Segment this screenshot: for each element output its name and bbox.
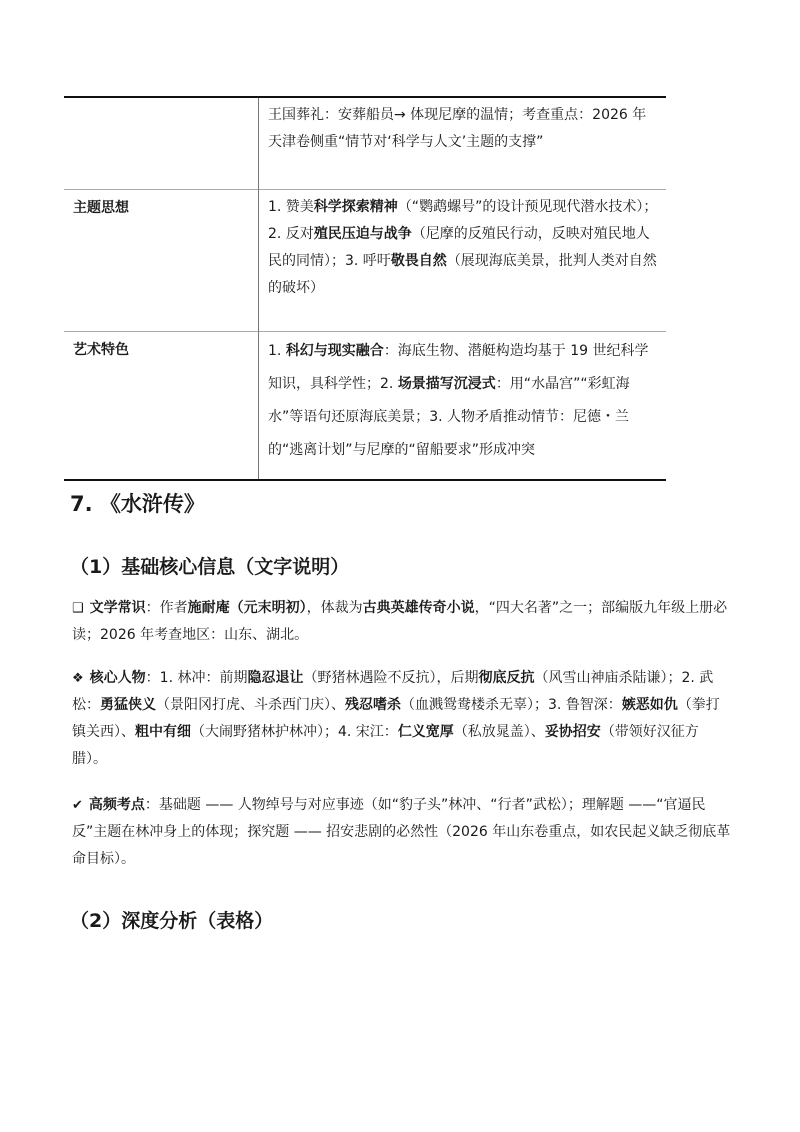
- para-bold: 仁义宽厚: [397, 724, 454, 740]
- para-label: 高频考点: [88, 797, 145, 813]
- para-text: （野猪林遇险不反抗），后期: [303, 670, 479, 686]
- table-row: [64, 190, 666, 332]
- para-text: ，“四大名著”之一；部编版九年级上册必读；2026 年考查地区：山东、湖北。: [72, 600, 728, 643]
- para-text: （拳打镇关西）、: [72, 697, 720, 740]
- para-bold: 隐忍退让: [247, 670, 304, 686]
- table-cell-content: [259, 190, 667, 332]
- cell-bold-text: 敬畏自然: [390, 253, 447, 269]
- analysis-table: [64, 96, 666, 481]
- paragraph-literary-knowledge: [72, 595, 732, 649]
- cell-text: 1. 赞美: [268, 199, 314, 215]
- checkbox-bullet-icon: ❑: [72, 601, 84, 616]
- section-title: 7. 《水浒传》: [70, 492, 205, 516]
- para-bold: 勇猛侠义: [100, 697, 156, 713]
- para-text: （景阳冈打虎、斗杀西门庆）、: [156, 697, 345, 713]
- cell-text: 王国葬礼：安葬船员→ 体现尼摩的温情；考查重点：2026 年天津卷侧重“情节对‘科学与人文’主题的支撑”: [268, 107, 647, 150]
- para-label: 文学常识: [89, 600, 146, 616]
- table-cell-content: [259, 97, 667, 190]
- cell-bold-text: 科学探索精神: [313, 199, 398, 215]
- cell-bold-text: 场景描写沉浸式: [397, 376, 496, 392]
- para-text: （血溅鸳鸯楼杀无辜）；3. 鲁智深：: [401, 697, 622, 713]
- cell-text: ：海底生物、潜艇构造均基于 19 世纪科学知识，具科学性；2.: [268, 343, 649, 392]
- para-text: （带领好汉征方腊）。: [72, 724, 699, 767]
- para-bold: 古典英雄传奇小说: [362, 600, 475, 616]
- para-bold: 施耐庵（元末明初）: [187, 600, 307, 616]
- row-header-theme: 主题思想: [64, 190, 259, 332]
- para-text: （大闹野猪林护林冲）；4. 宋江：: [191, 724, 398, 740]
- cell-text: （尼摩的反殖民行动，反映对殖民地人民的同情）；3. 呼吁: [268, 226, 650, 269]
- cell-text: （展现海底美景，批判人类对自然的破坏）: [268, 253, 657, 296]
- cell-text: （“鹦鹉螺号”的设计预见现代潜水技术）；2. 反对: [268, 199, 658, 242]
- paragraph-exam-points: [72, 792, 732, 873]
- table-row: [64, 97, 666, 190]
- para-text: ：作者: [145, 600, 188, 616]
- cell-text: 1.: [268, 343, 286, 359]
- para-text: （风雪山神庙杀陆谦）；2. 武松：: [72, 670, 714, 713]
- para-bold: 粗中有细: [135, 724, 191, 740]
- subsection-title-analysis: （2）深度分析（表格）: [70, 910, 274, 932]
- para-bold: 嫉恶如仇: [621, 697, 678, 713]
- para-bold: 彻底反抗: [478, 670, 535, 686]
- row-header-art: 艺术特色: [64, 332, 259, 481]
- para-bold: 残忍嗜杀: [345, 697, 401, 713]
- para-text: （私放晁盖）、: [453, 724, 545, 740]
- table-cell-empty: [64, 97, 259, 190]
- table-row: [64, 332, 666, 481]
- diamond-bullet-icon: ❖: [72, 671, 84, 686]
- table-cell-content: [259, 332, 667, 481]
- para-text: ：基础题 —— 人物绰号与对应事迹（如“豹子头”林冲、“行者”武松）；理解题 ——“官逼民反”主题在林冲身上的体现；探究题 —— 招安悲剧的必然性（2026 年山东卷重点，如农民起义缺乏彻底革命目标）。: [72, 797, 731, 867]
- subsection-title-basic: （1）基础核心信息（文字说明）: [70, 556, 350, 578]
- cell-bold-text: 殖民压迫与战争: [313, 226, 412, 242]
- paragraph-core-characters: [72, 665, 732, 773]
- para-text: ：1. 林冲：前期: [145, 670, 248, 686]
- cell-bold-text: 科幻与现实融合: [285, 343, 384, 359]
- cell-text: ：用“水晶宫”“彩虹海水”等语句还原海底美景；3. 人物矛盾推动情节：尼德・兰的“逃离计划”与尼摩的“留船要求”形成冲突: [268, 376, 630, 458]
- para-label: 核心人物: [89, 670, 146, 686]
- para-text: ，体裁为: [306, 600, 363, 616]
- checkmark-bullet-icon: ✔: [72, 798, 83, 813]
- para-bold: 妥协招安: [544, 724, 601, 740]
